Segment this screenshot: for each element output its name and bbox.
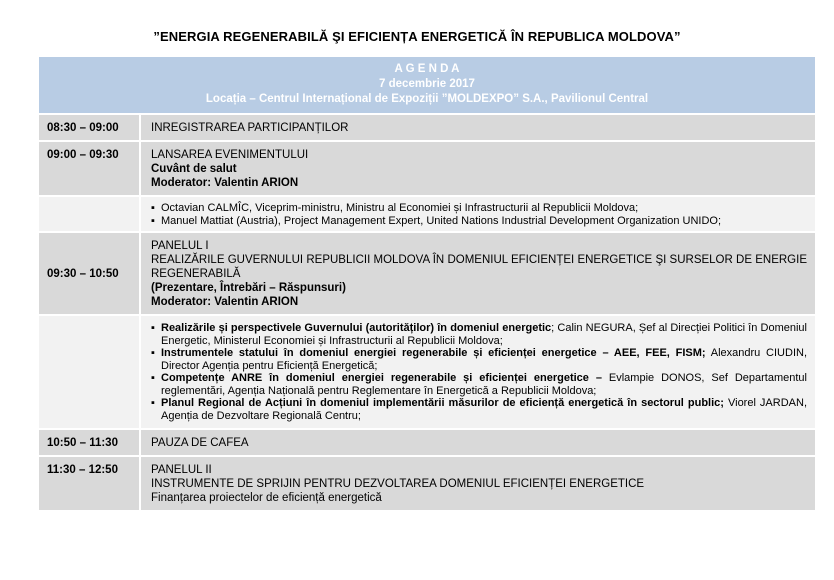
agenda-header bbox=[38, 57, 815, 114]
speakers-cell bbox=[140, 315, 815, 429]
session-moderator: Moderator: Valentin ARION bbox=[151, 296, 299, 308]
session-cell bbox=[140, 141, 815, 196]
speakers-cell bbox=[140, 196, 815, 232]
agenda-row-speakers bbox=[38, 196, 815, 232]
time-cell: 10:50 – 11:30 bbox=[38, 429, 140, 456]
session-title: PAUZA DE CAFEA bbox=[140, 429, 815, 456]
talk-title: Instrumentele statului în domeniul energiei regenerabile și eficienței energetice – AEE, FEE, FISM; bbox=[161, 347, 706, 359]
time-cell-empty bbox=[38, 196, 140, 232]
session-cell bbox=[140, 232, 815, 315]
session-cell bbox=[140, 456, 815, 510]
speaker-list bbox=[151, 322, 807, 422]
speaker-text: Octavian CALMÎC, Viceprim-ministru, Ministru al Economiei și Infrastructurii al Republicii Moldova; bbox=[161, 202, 639, 214]
time-cell: 08:30 – 09:00 bbox=[38, 114, 140, 141]
agenda-row bbox=[38, 141, 815, 196]
agenda-row-speakers bbox=[38, 315, 815, 429]
list-item: ▪ Competențe ANRE în domeniul energiei regenerabile și eficienței energetice – Evlampie DONOS, Sef Departamentul reglementări, Agenția Națională pentru Reglementare în Energetică a Republicii Moldova; bbox=[151, 372, 807, 397]
session-note: Finanțarea proiectelor de eficiență energetică bbox=[151, 492, 382, 504]
time-cell: 11:30 – 12:50 bbox=[38, 456, 140, 510]
agenda-row bbox=[38, 114, 815, 141]
talk-speaker: Viorel JARDAN, Agenția de Dezvoltare Regională Centru; bbox=[161, 397, 807, 422]
session-subtitle: INSTRUMENTE DE SPRIJIN PENTRU DEZVOLTAREA DOMENIUL EFICIENȚEI ENERGETICE bbox=[151, 478, 645, 490]
talk-title: Realizările și perspectivele Guvernului (autorităților) în domeniul energetic bbox=[161, 322, 552, 334]
list-item: ▪ Manuel Mattiat (Austria), Project Management Expert, United Nations Industrial Development Organization UNIDO; bbox=[151, 214, 722, 227]
list-item: ▪ Realizările și perspectivele Guvernului (autorităților) în domeniul energetic; Calin NEGURA, Șef al Direcției Politici în Domeniul Energetic, Ministerul Economiei și Infrastructurii al Republicii Moldova; bbox=[151, 322, 807, 347]
list-item: ▪ Planul Regional de Acțiuni în domeniul implementării măsurilor de eficiență energetică în sectorul public; Viorel JARDAN, Agenția de Dezvoltare Regională Centru; bbox=[151, 397, 807, 422]
agenda-row bbox=[38, 232, 815, 315]
time-cell-empty bbox=[38, 315, 140, 429]
agenda-location: Locația – Centrul Internațional de Expoziții ”MOLDEXPO” S.A., Pavilionul Central bbox=[205, 93, 649, 105]
speaker-list bbox=[151, 202, 807, 227]
session-title: PANELUL I bbox=[151, 240, 209, 252]
session-subtitle: Cuvânt de salut bbox=[151, 163, 237, 175]
time-cell: 09:30 – 10:50 bbox=[38, 232, 140, 315]
session-title: INREGISTRAREA PARTICIPANȚILOR bbox=[140, 114, 815, 141]
list-item: ▪ Instrumentele statului în domeniul energiei regenerabile și eficienței energetice – AEE, FEE, FISM; Alexandru CIUDIN, Director Agenția pentru Eficiență Energetică; bbox=[151, 347, 807, 372]
document-title: ”ENERGIA REGENERABILĂ ŞI EFICIENȚA ENERGETICĂ ÎN REPUBLICA MOLDOVA” bbox=[153, 29, 681, 44]
session-title: LANSAREA EVENIMENTULUI bbox=[151, 149, 309, 161]
talk-speaker: ; Calin NEGURA, Șef al Direcției Politici în Domeniul Energetic, Ministerul Economiei și Infrastructurii al Republicii Moldova; bbox=[161, 322, 807, 347]
talk-title: Competențe ANRE în domeniul energiei regenerabile și eficienței energetice – bbox=[161, 372, 602, 384]
talk-title: Planul Regional de Acțiuni în domeniul implementării măsurilor de eficiență energetică în sectorul public; bbox=[161, 397, 724, 409]
agenda-row bbox=[38, 456, 815, 510]
talk-speaker: Alexandru CIUDIN, Director Agenția pentru Eficiență Energetică; bbox=[161, 347, 807, 372]
agenda-row bbox=[38, 429, 815, 456]
session-title: PANELUL II bbox=[151, 464, 212, 476]
agenda-heading: A G E N D A bbox=[394, 63, 460, 75]
agenda-table bbox=[37, 57, 815, 510]
time-cell: 09:00 – 09:30 bbox=[38, 141, 140, 196]
list-item: ▪ Octavian CALMÎC, Viceprim-ministru, Ministru al Economiei și Infrastructurii al Republicii Moldova; bbox=[151, 202, 639, 214]
session-format: (Prezentare, Întrebări – Răspunsuri) bbox=[151, 282, 346, 294]
agenda-header-cell bbox=[38, 57, 815, 114]
session-moderator: Moderator: Valentin ARION bbox=[151, 177, 299, 189]
agenda-date: 7 decembrie 2017 bbox=[379, 78, 475, 90]
session-subtitle: REALIZĂRILE GUVERNULUI REPUBLICII MOLDOVA ÎN DOMENIUL EFICIENȚEI ENERGETICE ŞI SURSELOR DE ENERGIE REGENERABILĂ bbox=[151, 254, 807, 280]
talk-speaker: Evlampie DONOS, Sef Departamentul reglementări, Agenția Națională pentru Reglementare în Energetică a Republicii Moldova; bbox=[161, 372, 807, 397]
speaker-text: Manuel Mattiat (Austria), Project Management Expert, United Nations Industrial Development Organization UNIDO; bbox=[161, 214, 722, 227]
